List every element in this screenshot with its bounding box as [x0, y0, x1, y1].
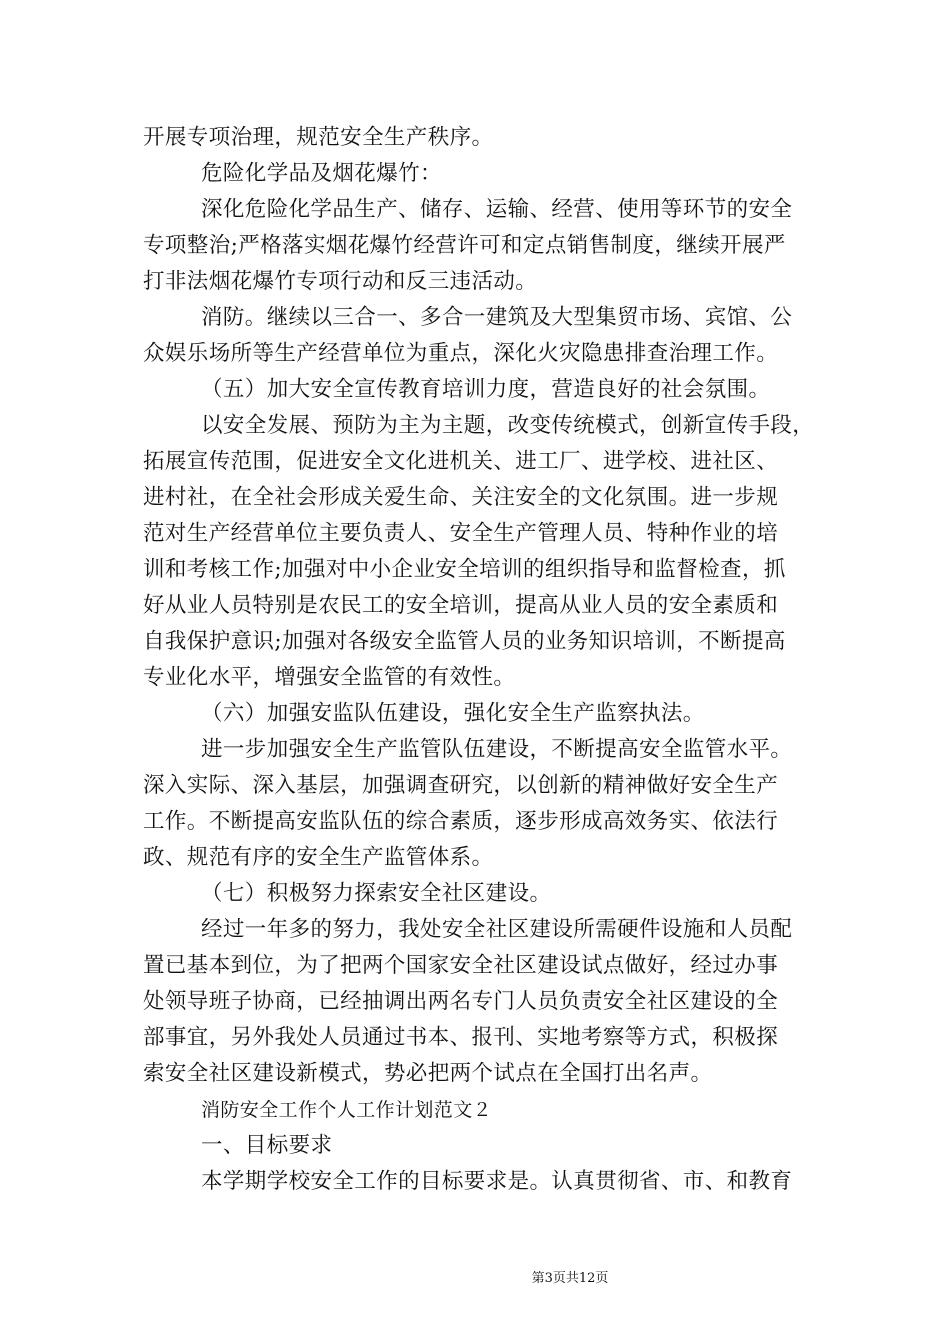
section-heading-7: （七）积极努力探索安全社区建设。: [201, 881, 552, 906]
text-line: 进一步加强安全生产监管队伍建设，不断提高安全监管水平。: [201, 737, 793, 762]
text-line: 众娱乐场所等生产经营单位为重点，深化火灾隐患排查治理工作。: [143, 341, 779, 366]
text-line: 经过一年多的努力，我处安全社区建设所需硬件设施和人员配: [201, 917, 793, 942]
text-line: 消防。继续以三合一、多合一建筑及大型集贸市场、宾馆、公: [201, 305, 793, 330]
text-line: 范对生产经营单位主要负责人、安全生产管理人员、特种作业的培: [143, 521, 779, 546]
text-line: 本学期学校安全工作的目标要求是。认真贯彻省、市、和教育: [201, 1169, 793, 1194]
text-line: 专业化水平，增强安全监管的有效性。: [143, 665, 516, 690]
text-line: 政、规范有序的安全生产监管体系。: [143, 845, 494, 870]
text-line: 深化危险化学品生产、储存、运输、经营、使用等环节的安全: [201, 197, 793, 222]
text-line: 深入实际、深入基层，加强调查研究，以创新的精神做好安全生产: [143, 773, 779, 798]
document-body: [143, 120, 823, 1200]
text-line: 置已基本到位，为了把两个国家安全社区建设试点做好，经过办事: [143, 953, 779, 978]
subheading-hazardous-chemicals: 危险化学品及烟花爆竹：: [201, 161, 442, 186]
text-line: 以安全发展、预防为主为主题，改变传统模式，创新宣传手段，: [201, 413, 815, 438]
text-line: 索安全社区建设新模式，势必把两个试点在全国打出名声。: [143, 1061, 713, 1086]
text-line: 部事宜，另外我处人员通过书本、报刊、实地考察等方式，积极探: [143, 1025, 779, 1050]
text-line: 处领导班子协商，已经抽调出两名专门人员负责安全社区建设的全: [143, 989, 779, 1014]
section-heading-6: （六）加强安监队伍建设，强化安全生产监察执法。: [201, 701, 705, 726]
section-heading-5: （五）加大安全宣传教育培训力度，营造良好的社会氛围。: [201, 377, 771, 402]
text-line: 自我保护意识;加强对各级安全监管人员的业务知识培训，不断提高: [143, 629, 786, 654]
text-line: 好从业人员特别是农民工的安全培训，提高从业人员的安全素质和: [143, 593, 779, 618]
page-number: 第3页共12页: [531, 1271, 609, 1286]
text-line: 打非法烟花爆竹专项行动和反三违活动。: [143, 269, 538, 294]
article-title: 消防安全工作个人工作计划范文２: [201, 1099, 493, 1121]
text-line: 专项整治;严格落实烟花爆竹经营许可和定点销售制度，继续开展严: [143, 233, 786, 258]
text-line: 工作。不断提高安监队伍的综合素质，逐步形成高效务实、依法行: [143, 809, 779, 834]
text-line: 开展专项治理，规范安全生产秩序。: [143, 125, 494, 150]
text-line: 训和考核工作;加强对中小企业安全培训的组织指导和监督检查，抓: [143, 557, 786, 582]
text-line: 进村社，在全社会形成关爱生命、关注安全的文化氛围。进一步规: [143, 485, 779, 510]
section-heading-goals: 一、目标要求: [201, 1133, 333, 1158]
text-line: 拓展宣传范围，促进安全文化进机关、进工厂、进学校、进社区、: [143, 449, 779, 474]
